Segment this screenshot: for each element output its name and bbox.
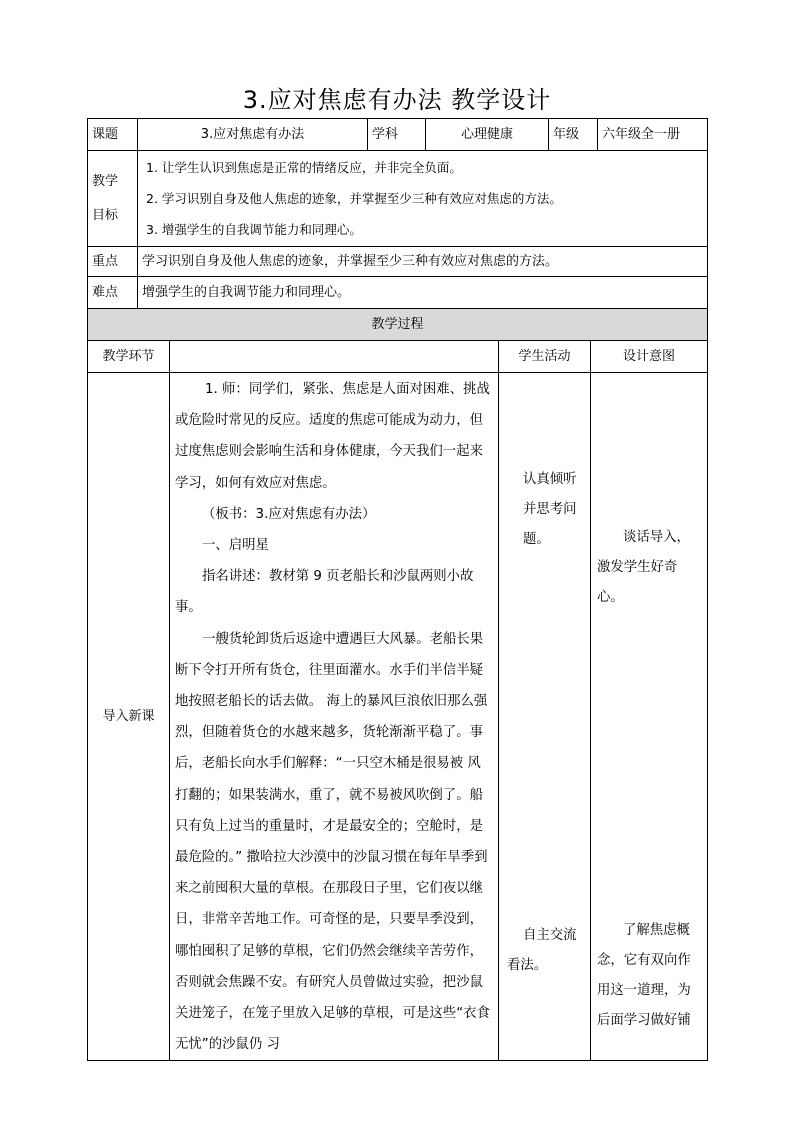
info-row (88, 119, 708, 151)
subject-value: 心理健康 (426, 119, 549, 151)
process-stage-row (88, 373, 708, 1061)
intent-cell (591, 373, 708, 1061)
content-para-1: 1. 师：同学们，紧张、焦虑是人面对困难、挑战或危险时常见的反应。适度的焦虑可能成为动力，但过度焦虑则会影响生活和身体健康，今天我们一起来学习，如何有效应对焦虑。 (175, 382, 490, 491)
info-table (87, 118, 708, 309)
activity-1-text: 认真倾听并思考问题。 (523, 472, 577, 547)
stage-name: 导入新课 (88, 373, 170, 1061)
goals-label-line2: 目标 (92, 207, 119, 223)
topic-label: 课题 (88, 119, 138, 151)
goals-row (88, 151, 708, 247)
intent-2: 了解焦虑概念，它有双向作用这一道理，为后面学习做好铺 (597, 923, 691, 1028)
col-stage: 教学环节 (88, 341, 170, 373)
content-para-3: 一、启明星 (202, 538, 269, 554)
goals-label (88, 151, 138, 247)
key-point-row (88, 247, 708, 277)
col-content (170, 341, 499, 373)
activity-2 (505, 921, 584, 981)
difficulty-row (88, 277, 708, 309)
process-header: 教学过程 (88, 309, 708, 341)
col-activity: 学生活动 (499, 341, 591, 373)
content-para-5: 一艘货轮卸货后返途中遭遇巨大风暴。老船长果断下令打开所有货仓，往里面灌水。水手们半信半疑地按照老船长的话去做。 海上的暴风巨浪依旧那么强烈，但随着货仓的水越来越多，货轮渐渐平稳了。事后，老船长向水手们解释：“一只空木桶是很易被 风打翻的；如果装满水，重了，就不易被风吹倒了。船只有负上过当的重量时，才是最安全的；空舱时，是最危险的。” 撒哈拉大沙漠中的沙鼠习惯在每年旱季到来之前囤积大量的草根。在那段日子里，它们夜以继日，非常辛苦地工作。可奇怪的是，只要旱季没到，哪怕囤积了足够的草根，它们仍然会继续辛苦劳作，否则就会焦躁不安。有研究人员曾做过实验，把沙鼠关进笼子，在笼子里放入足够的草根，可是这些“衣食无忧”的沙鼠仍 习 (175, 631, 490, 1053)
content-para-4: 指名讲述：教材第 9 页老船长和沙鼠两则小故事。 (175, 569, 474, 616)
grade-value: 六年级全一册 (598, 119, 708, 151)
activity-2-text: 自主交流看法。 (507, 928, 577, 973)
difficulty-label: 难点 (88, 277, 138, 309)
content-para-2: （板书：3.应对焦虑有办法） (202, 506, 376, 522)
document-title: 3.应对焦虑有办法 教学设计 (242, 86, 552, 114)
goal-item-1: 1. 让学生认识到焦虑是正常的情绪反应，并非完全负面。 (146, 160, 462, 175)
col-intent: 设计意图 (591, 341, 708, 373)
process-columns-row (88, 341, 708, 373)
goals-content (138, 151, 708, 247)
key-point-value: 学习识别自身及他人焦虑的迹象，并掌握至少三种有效应对焦虑的方法。 (138, 247, 708, 277)
difficulty-value: 增强学生的自我调节能力和同理心。 (138, 277, 708, 309)
goal-item-2: 2. 学习识别自身及他人焦虑的迹象，并掌握至少三种有效应对焦虑的方法。 (146, 191, 562, 206)
topic-value: 3.应对焦虑有办法 (138, 119, 368, 151)
goal-item-3: 3. 增强学生的自我调节能力和同理心。 (146, 222, 362, 237)
process-header-row (88, 309, 708, 341)
goals-label-line1: 教学 (92, 173, 119, 189)
activity-cell (499, 373, 591, 1061)
stage-content (170, 373, 499, 1061)
key-point-label: 重点 (88, 247, 138, 277)
subject-label: 学科 (368, 119, 426, 151)
grade-label: 年级 (549, 119, 598, 151)
process-table (87, 308, 708, 1061)
intent-1: 谈话导入，激发学生好奇心。 (597, 530, 690, 605)
activity-1 (505, 465, 584, 555)
